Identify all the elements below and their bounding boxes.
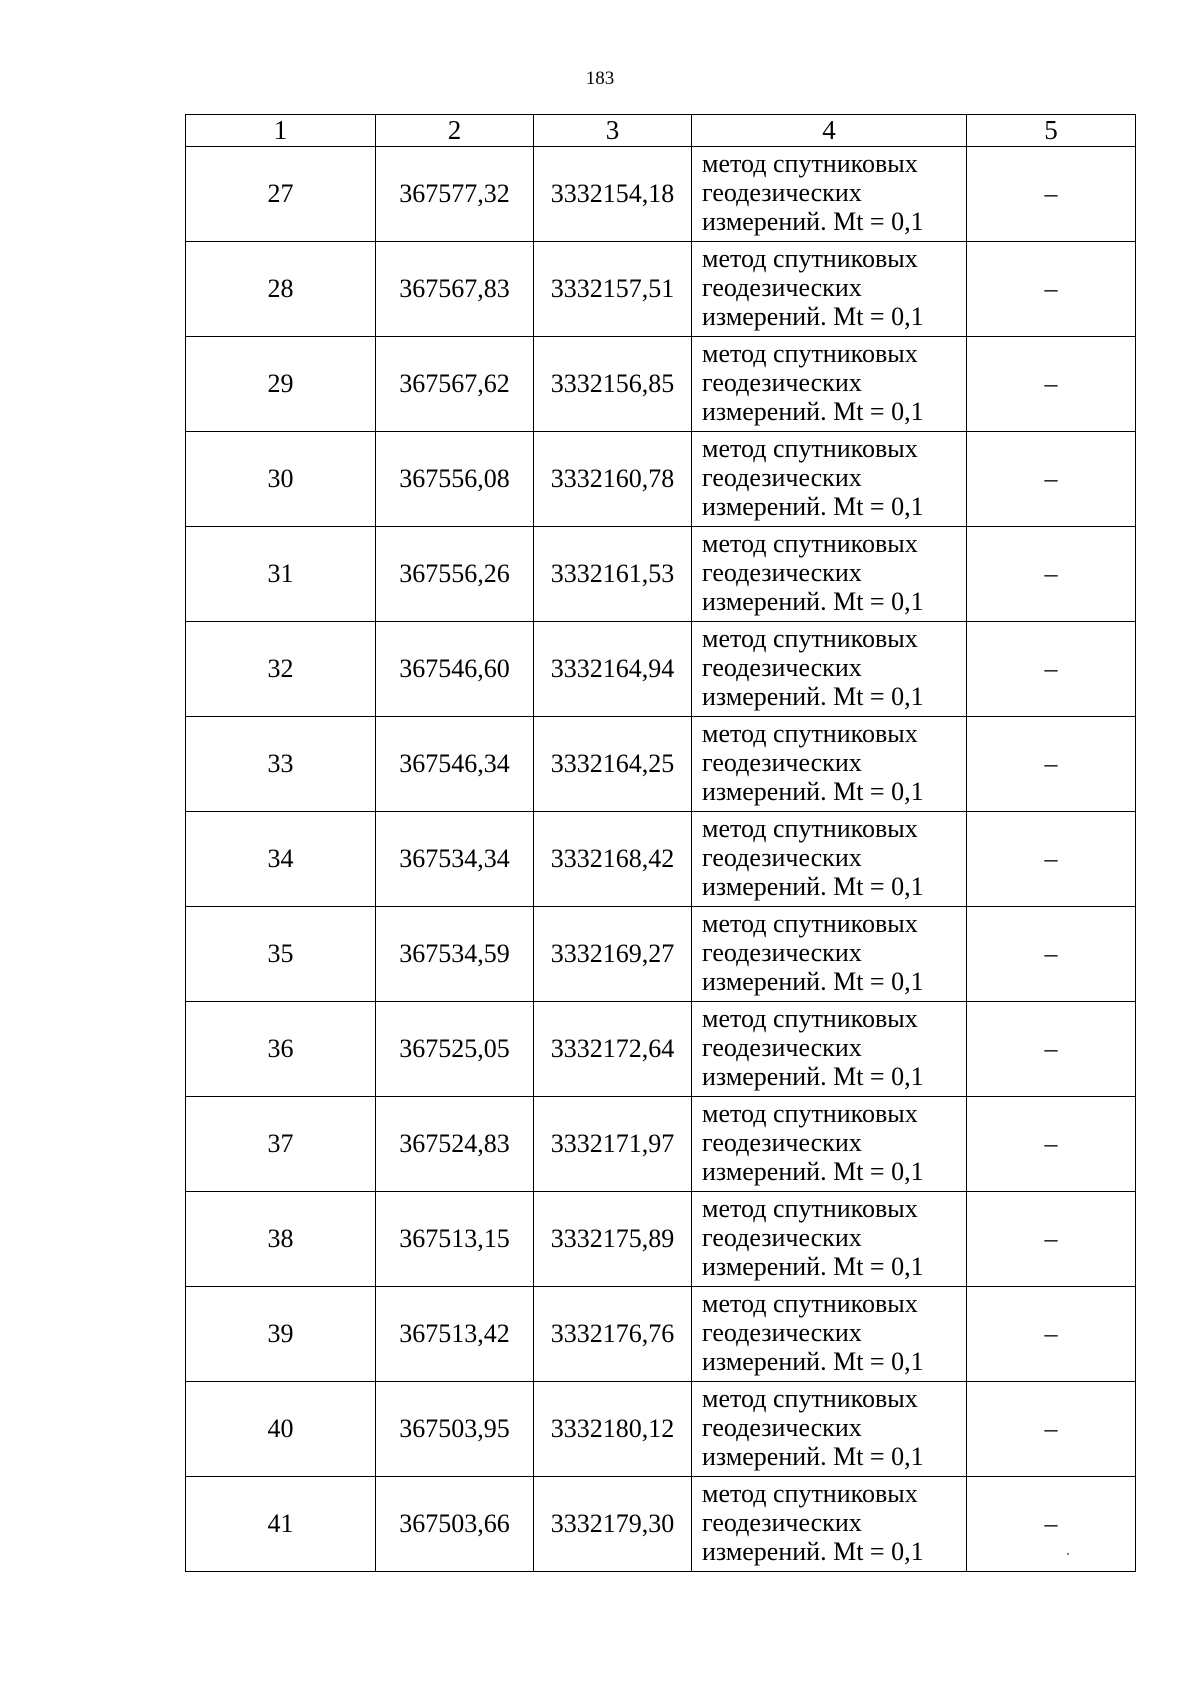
method-cell — [692, 527, 967, 622]
table-row — [186, 1287, 1136, 1382]
method-line: измерений. Mt = 0,1 — [702, 397, 924, 426]
y-coordinate-cell: 3332169,27 — [534, 907, 692, 1002]
point-number-cell: 33 — [186, 717, 376, 812]
method-line: геодезических — [702, 1223, 862, 1252]
table-row — [186, 432, 1136, 527]
method-line: измерений. Mt = 0,1 — [702, 302, 924, 331]
note-cell: – — [967, 1287, 1136, 1382]
method-cell — [692, 1192, 967, 1287]
y-coordinate-cell: 3332179,30 — [534, 1477, 692, 1572]
y-coordinate-cell: 3332161,53 — [534, 527, 692, 622]
point-number-cell: 35 — [186, 907, 376, 1002]
method-line: метод спутниковых — [702, 814, 918, 843]
method-line: метод спутниковых — [702, 529, 918, 558]
point-number-cell: 36 — [186, 1002, 376, 1097]
note-cell: – — [967, 527, 1136, 622]
x-coordinate-cell: 367567,83 — [376, 242, 534, 337]
method-line: геодезических — [702, 368, 862, 397]
method-line: измерений. Mt = 0,1 — [702, 1537, 924, 1566]
y-coordinate-cell: 3332175,89 — [534, 1192, 692, 1287]
table-body — [186, 147, 1136, 1572]
column-header-5: 5 — [967, 115, 1136, 147]
table-row — [186, 622, 1136, 717]
point-number-cell: 40 — [186, 1382, 376, 1477]
table-row — [186, 1477, 1136, 1572]
point-number-cell: 41 — [186, 1477, 376, 1572]
method-cell — [692, 1287, 967, 1382]
table-row — [186, 1382, 1136, 1477]
method-line: геодезических — [702, 748, 862, 777]
note-cell: – — [967, 717, 1136, 812]
method-line: измерений. Mt = 0,1 — [702, 1442, 924, 1471]
table-row — [186, 242, 1136, 337]
note-cell: – — [967, 907, 1136, 1002]
y-coordinate-cell: 3332154,18 — [534, 147, 692, 242]
y-coordinate-cell: 3332157,51 — [534, 242, 692, 337]
x-coordinate-cell: 367577,32 — [376, 147, 534, 242]
coordinates-table — [185, 114, 1136, 1572]
method-line: измерений. Mt = 0,1 — [702, 207, 924, 236]
method-cell — [692, 1002, 967, 1097]
note-cell: – — [967, 812, 1136, 907]
method-line: геодезических — [702, 1033, 862, 1062]
method-line: метод спутниковых — [702, 1479, 918, 1508]
method-line: метод спутниковых — [702, 1004, 918, 1033]
scan-speck — [1067, 1553, 1069, 1555]
method-line: измерений. Mt = 0,1 — [702, 1347, 924, 1376]
point-number-cell: 30 — [186, 432, 376, 527]
table-row — [186, 337, 1136, 432]
y-coordinate-cell: 3332164,25 — [534, 717, 692, 812]
x-coordinate-cell: 367524,83 — [376, 1097, 534, 1192]
point-number-cell: 39 — [186, 1287, 376, 1382]
method-line: измерений. Mt = 0,1 — [702, 1062, 924, 1091]
table-header — [186, 115, 1136, 147]
page-number: 183 — [585, 68, 615, 89]
method-cell — [692, 717, 967, 812]
note-cell: – — [967, 242, 1136, 337]
x-coordinate-cell: 367513,15 — [376, 1192, 534, 1287]
column-header-2: 2 — [376, 115, 534, 147]
x-coordinate-cell: 367503,66 — [376, 1477, 534, 1572]
method-line: геодезических — [702, 273, 862, 302]
y-coordinate-cell: 3332176,76 — [534, 1287, 692, 1382]
x-coordinate-cell: 367556,08 — [376, 432, 534, 527]
y-coordinate-cell: 3332180,12 — [534, 1382, 692, 1477]
method-cell — [692, 1382, 967, 1477]
method-line: метод спутниковых — [702, 244, 918, 273]
table-row — [186, 147, 1136, 242]
point-number-cell: 28 — [186, 242, 376, 337]
method-cell — [692, 622, 967, 717]
y-coordinate-cell: 3332160,78 — [534, 432, 692, 527]
method-line: метод спутниковых — [702, 149, 918, 178]
method-line: метод спутниковых — [702, 624, 918, 653]
method-line: геодезических — [702, 463, 862, 492]
y-coordinate-cell: 3332156,85 — [534, 337, 692, 432]
method-line: метод спутниковых — [702, 1384, 918, 1413]
method-line: метод спутниковых — [702, 719, 918, 748]
y-coordinate-cell: 3332164,94 — [534, 622, 692, 717]
header-row — [186, 115, 1136, 147]
method-line: геодезических — [702, 1508, 862, 1537]
note-cell: – — [967, 1477, 1136, 1572]
table-row — [186, 717, 1136, 812]
method-line: метод спутниковых — [702, 909, 918, 938]
x-coordinate-cell: 367567,62 — [376, 337, 534, 432]
method-line: измерений. Mt = 0,1 — [702, 587, 924, 616]
method-line: измерений. Mt = 0,1 — [702, 967, 924, 996]
note-cell: – — [967, 432, 1136, 527]
y-coordinate-cell: 3332168,42 — [534, 812, 692, 907]
method-line: геодезических — [702, 653, 862, 682]
method-line: геодезических — [702, 938, 862, 967]
method-cell — [692, 1097, 967, 1192]
x-coordinate-cell: 367503,95 — [376, 1382, 534, 1477]
coordinates-table-container — [185, 114, 1135, 1572]
column-header-4: 4 — [692, 115, 967, 147]
method-line: геодезических — [702, 178, 862, 207]
method-line: метод спутниковых — [702, 1099, 918, 1128]
method-line: метод спутниковых — [702, 339, 918, 368]
method-cell — [692, 432, 967, 527]
method-line: измерений. Mt = 0,1 — [702, 682, 924, 711]
method-cell — [692, 1477, 967, 1572]
method-line: геодезических — [702, 1318, 862, 1347]
column-header-1: 1 — [186, 115, 376, 147]
x-coordinate-cell: 367513,42 — [376, 1287, 534, 1382]
method-line: измерений. Mt = 0,1 — [702, 777, 924, 806]
method-line: геодезических — [702, 558, 862, 587]
point-number-cell: 34 — [186, 812, 376, 907]
point-number-cell: 31 — [186, 527, 376, 622]
method-cell — [692, 147, 967, 242]
table-row — [186, 1097, 1136, 1192]
table-row — [186, 907, 1136, 1002]
method-line: измерений. Mt = 0,1 — [702, 492, 924, 521]
method-cell — [692, 812, 967, 907]
column-header-3: 3 — [534, 115, 692, 147]
point-number-cell: 32 — [186, 622, 376, 717]
method-line: измерений. Mt = 0,1 — [702, 1157, 924, 1186]
x-coordinate-cell: 367534,59 — [376, 907, 534, 1002]
method-line: метод спутниковых — [702, 1289, 918, 1318]
table-row — [186, 1192, 1136, 1287]
note-cell: – — [967, 622, 1136, 717]
point-number-cell: 37 — [186, 1097, 376, 1192]
method-line: измерений. Mt = 0,1 — [702, 1252, 924, 1281]
note-cell: – — [967, 337, 1136, 432]
point-number-cell: 29 — [186, 337, 376, 432]
method-cell — [692, 907, 967, 1002]
point-number-cell: 38 — [186, 1192, 376, 1287]
point-number-cell: 27 — [186, 147, 376, 242]
note-cell: – — [967, 1192, 1136, 1287]
note-cell: – — [967, 147, 1136, 242]
method-line: геодезических — [702, 1413, 862, 1442]
method-line: метод спутниковых — [702, 434, 918, 463]
x-coordinate-cell: 367556,26 — [376, 527, 534, 622]
x-coordinate-cell: 367546,34 — [376, 717, 534, 812]
table-row — [186, 812, 1136, 907]
x-coordinate-cell: 367546,60 — [376, 622, 534, 717]
note-cell: – — [967, 1097, 1136, 1192]
x-coordinate-cell: 367534,34 — [376, 812, 534, 907]
table-row — [186, 1002, 1136, 1097]
method-cell — [692, 242, 967, 337]
x-coordinate-cell: 367525,05 — [376, 1002, 534, 1097]
table-row — [186, 527, 1136, 622]
note-cell: – — [967, 1382, 1136, 1477]
y-coordinate-cell: 3332171,97 — [534, 1097, 692, 1192]
method-cell — [692, 337, 967, 432]
method-line: геодезических — [702, 843, 862, 872]
note-cell: – — [967, 1002, 1136, 1097]
y-coordinate-cell: 3332172,64 — [534, 1002, 692, 1097]
method-line: измерений. Mt = 0,1 — [702, 872, 924, 901]
method-line: метод спутниковых — [702, 1194, 918, 1223]
method-line: геодезических — [702, 1128, 862, 1157]
